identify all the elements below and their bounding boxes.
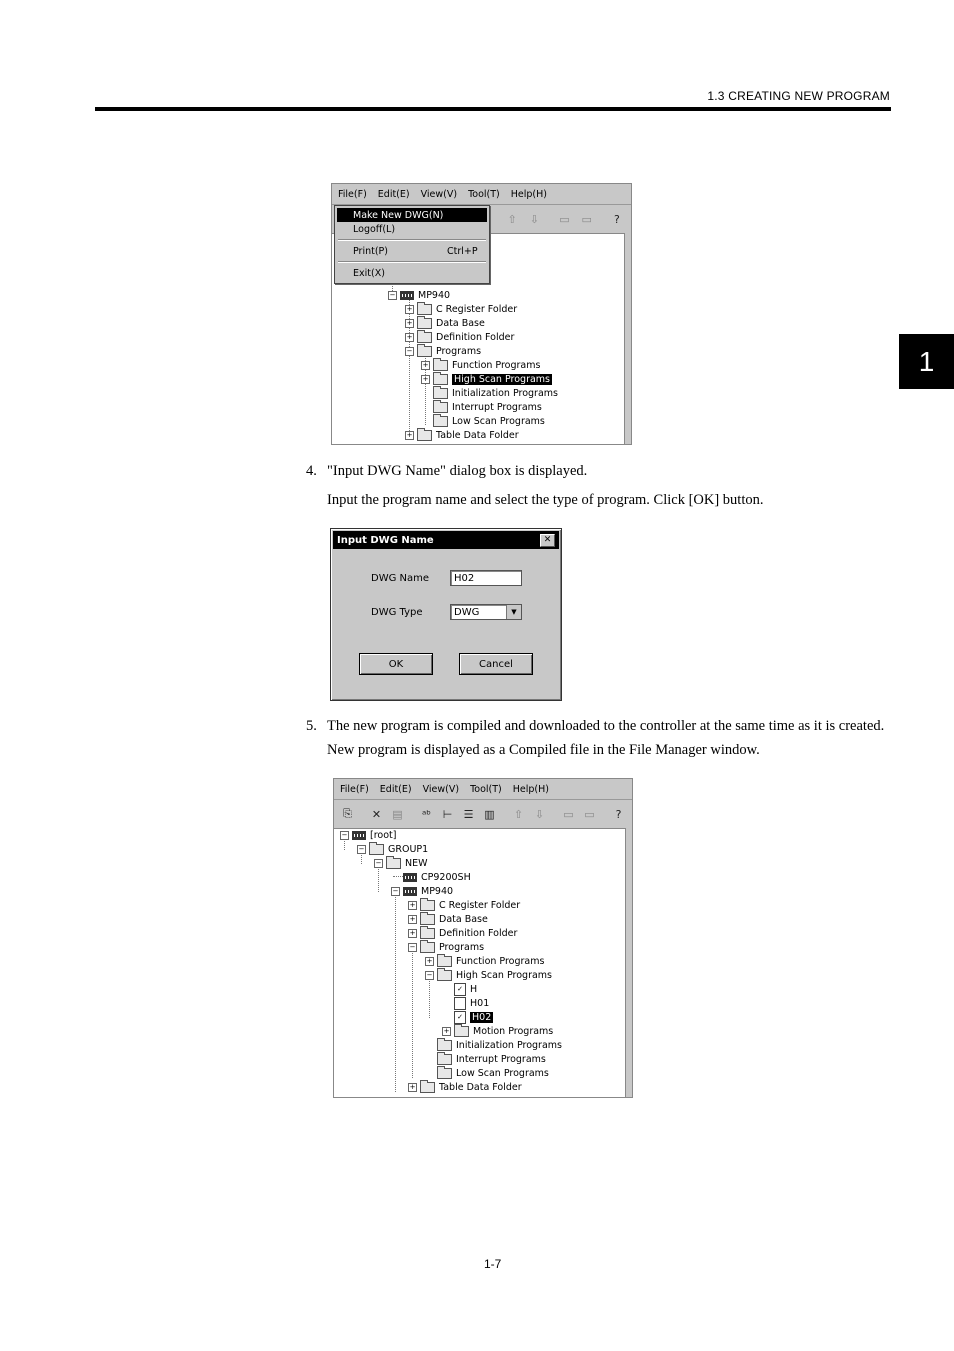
menu-separator — [338, 261, 486, 263]
dwg-name-label: DWG Name — [371, 573, 430, 584]
step-text: Input the program name and select the type of program. Click [OK] button. — [327, 492, 764, 508]
dwg-type-label: DWG Type — [371, 607, 423, 618]
tree-node-group1[interactable]: − GROUP1 — [358, 843, 429, 855]
list-view-icon[interactable]: ☰ — [463, 807, 474, 821]
expand-icon[interactable]: + — [443, 1026, 450, 1035]
menu-item-make-new-dwg[interactable]: Make New DWG(N) — [337, 208, 487, 222]
tree-node-interrupt[interactable]: Interrupt Programs — [421, 400, 542, 414]
folder-icon — [454, 1026, 469, 1037]
chapter-tab: 1 — [899, 334, 954, 389]
scrollbar[interactable] — [624, 233, 631, 444]
download-icon[interactable]: ⇩ — [534, 807, 545, 821]
delete-icon[interactable]: ✕ — [371, 807, 382, 821]
folder-icon — [433, 374, 448, 385]
expand-icon[interactable]: + — [409, 914, 416, 923]
expand-icon[interactable]: + — [422, 360, 429, 369]
file-menu-screenshot — [331, 183, 632, 445]
tree-node-new[interactable]: − NEW — [375, 857, 428, 869]
folder-icon — [420, 900, 435, 911]
expand-icon[interactable]: + — [406, 304, 413, 313]
page-number: 1-7 — [484, 1257, 502, 1271]
folder-icon — [437, 1068, 452, 1079]
tree-node-definition[interactable]: + Definition Folder — [406, 331, 515, 343]
expand-icon[interactable]: + — [406, 430, 413, 439]
dialog-title-bar — [333, 531, 559, 549]
folder-icon — [417, 346, 432, 357]
header-rule — [95, 107, 891, 111]
menu-tool[interactable]: Tool(T) — [470, 783, 502, 795]
menu-edit[interactable]: Edit(E) — [377, 188, 410, 200]
menu-view[interactable]: View(V) — [420, 188, 458, 200]
tree-node-low-scan[interactable]: Low Scan Programs — [421, 414, 545, 428]
network-icon — [352, 831, 366, 840]
folder-icon — [420, 1082, 435, 1093]
collapse-icon[interactable]: − — [341, 830, 348, 839]
cpu-icon — [403, 887, 417, 896]
input-dwg-name-dialog — [330, 528, 562, 701]
upload-icon[interactable]: ⇧ — [513, 807, 524, 821]
menu-item-logoff[interactable]: Logoff(L) — [353, 223, 396, 235]
window2-icon[interactable]: ▭ — [584, 807, 595, 821]
compiled-file-icon: ✓ — [454, 1011, 466, 1024]
step-5 — [306, 714, 892, 762]
cpu-icon — [403, 873, 417, 882]
collapse-icon[interactable]: − — [392, 886, 399, 895]
scrollbar[interactable] — [625, 828, 632, 1097]
step-number: 5. — [306, 718, 317, 734]
sort-icon[interactable]: ᵃᵇ — [421, 807, 432, 821]
expand-icon[interactable]: + — [409, 900, 416, 909]
tree-node-c-register[interactable]: + C Register Folder — [409, 899, 521, 911]
tree-node-high-scan[interactable]: + High Scan Programs — [422, 373, 551, 385]
folder-icon — [437, 970, 452, 981]
tree-node-h02[interactable]: ✓ H02 — [442, 1010, 493, 1024]
tree-node-cp9200sh[interactable]: CP9200SH — [391, 870, 471, 884]
tree-node-mp940[interactable]: − MP940 — [392, 885, 454, 897]
print-shortcut: Ctrl+P — [447, 245, 478, 257]
step-text: The new program is compiled and downloaded to the controller at the same time as it is created. New program is displayed as a Compiled file in the File Manager window. — [327, 718, 885, 758]
help-icon[interactable]: ? — [615, 807, 622, 821]
tree-node-interrupt[interactable]: Interrupt Programs — [425, 1052, 546, 1066]
folder-icon — [437, 1040, 452, 1051]
columns-icon[interactable]: ▥ — [484, 807, 495, 821]
upload-icon[interactable]: ⇧ — [507, 212, 517, 226]
tree-node-high-scan[interactable]: − High Scan Programs — [426, 969, 553, 981]
menu-help[interactable]: Help(H) — [512, 783, 549, 795]
tree-node-init[interactable]: Initialization Programs — [425, 1038, 562, 1052]
menu-view[interactable]: View(V) — [422, 783, 460, 795]
dialog-title: Input DWG Name — [337, 534, 434, 546]
help-icon[interactable]: ? — [613, 212, 620, 226]
tree-node-init[interactable]: Initialization Programs — [421, 386, 558, 400]
tree-node-function[interactable]: + Function Programs — [426, 955, 545, 967]
collapse-icon[interactable]: − — [409, 942, 416, 951]
collapse-icon[interactable]: − — [358, 844, 365, 853]
tree-node-c-register[interactable]: + C Register Folder — [406, 303, 518, 315]
collapse-icon[interactable]: − — [375, 858, 382, 867]
tree-node-root[interactable]: − [root] — [341, 829, 397, 841]
tree-node-programs[interactable]: − Programs — [409, 941, 485, 953]
tree-line — [429, 976, 430, 1018]
tree-node-motion[interactable]: + Motion Programs — [443, 1025, 554, 1037]
tree-line — [395, 892, 396, 1092]
folder-icon — [420, 942, 435, 953]
folder-icon — [417, 304, 432, 315]
menu-separator — [338, 239, 486, 241]
folder-icon — [433, 416, 448, 427]
menu-edit[interactable]: Edit(E) — [379, 783, 412, 795]
collapse-icon[interactable]: − — [426, 970, 433, 979]
menubar — [332, 184, 631, 205]
tree-node-programs[interactable]: − Programs — [406, 345, 482, 357]
ok-button[interactable]: OK — [359, 653, 433, 675]
collapse-icon[interactable]: − — [406, 346, 413, 355]
download-icon[interactable]: ⇩ — [529, 212, 539, 226]
running-header: 1.3 CREATING NEW PROGRAM — [707, 89, 890, 103]
step-4 — [306, 459, 892, 512]
folder-icon — [433, 388, 448, 399]
tree-node-h[interactable]: ✓ H — [442, 982, 477, 996]
window-icon[interactable]: ▭ — [563, 807, 574, 821]
folder-icon — [420, 914, 435, 925]
folder-icon — [420, 928, 435, 939]
dwg-type-value: DWG — [454, 607, 480, 618]
file-menu-dropdown — [334, 205, 490, 284]
file-icon — [454, 997, 466, 1010]
folder-icon — [386, 858, 401, 869]
tree-node-h01[interactable]: H01 — [442, 996, 489, 1010]
folder-icon — [437, 956, 452, 967]
tree-node-table[interactable]: + Table Data Folder — [409, 1081, 522, 1093]
tree-line — [412, 948, 413, 1078]
menu-file[interactable]: File(F) — [340, 783, 369, 795]
menubar — [334, 779, 632, 800]
step-text: "Input DWG Name" dialog box is displayed. — [327, 463, 588, 479]
tree-view-icon[interactable]: ⊢ — [442, 807, 453, 821]
window2-icon[interactable]: ▭ — [581, 212, 592, 226]
tree-node-table[interactable]: + Table Data Folder — [406, 429, 519, 441]
expand-icon[interactable]: + — [409, 928, 416, 937]
expand-icon[interactable]: + — [409, 1082, 416, 1091]
folder-icon — [433, 360, 448, 371]
tree-node-definition[interactable]: + Definition Folder — [409, 927, 518, 939]
chevron-down-icon[interactable]: ▼ — [506, 605, 521, 619]
menu-item-exit[interactable]: Exit(X) — [353, 267, 385, 279]
cpu-icon — [400, 291, 414, 300]
tree-node-data-base[interactable]: + Data Base — [406, 317, 485, 329]
file-manager-screenshot — [333, 778, 633, 1098]
toolbar — [334, 800, 632, 829]
up-folder-icon[interactable]: ⎘ — [343, 807, 352, 820]
tree-node-function[interactable]: + Function Programs — [422, 359, 541, 371]
menu-file[interactable]: File(F) — [338, 188, 367, 200]
collapse-icon[interactable]: − — [389, 290, 396, 299]
compiled-file-icon: ✓ — [454, 983, 466, 996]
tree-node-low-scan[interactable]: Low Scan Programs — [425, 1066, 549, 1080]
expand-icon[interactable]: + — [422, 374, 429, 383]
folder-icon — [417, 318, 432, 329]
dwg-name-input[interactable]: H02 — [450, 570, 522, 586]
expand-icon[interactable]: + — [406, 318, 413, 327]
folder-icon — [437, 1054, 452, 1065]
folder-icon — [433, 402, 448, 413]
window-icon[interactable]: ▭ — [559, 212, 570, 226]
menu-help[interactable]: Help(H) — [510, 188, 547, 200]
dwg-type-select[interactable] — [450, 604, 522, 620]
expand-icon[interactable]: + — [426, 956, 433, 965]
project-tree — [334, 828, 626, 1097]
menu-item-print[interactable]: Print(P) Ctrl+P — [353, 245, 478, 257]
close-icon[interactable]: ✕ — [540, 534, 555, 547]
folder-icon — [369, 844, 384, 855]
cancel-button[interactable]: Cancel — [459, 653, 533, 675]
folder-icon — [417, 332, 432, 343]
tree-node-data-base[interactable]: + Data Base — [409, 913, 488, 925]
properties-icon[interactable]: ▤ — [392, 807, 403, 821]
expand-icon[interactable]: + — [406, 332, 413, 341]
menu-tool[interactable]: Tool(T) — [468, 188, 500, 200]
folder-icon — [417, 430, 432, 441]
tree-node-mp940[interactable]: − MP940 — [389, 289, 451, 301]
step-number: 4. — [306, 463, 317, 479]
